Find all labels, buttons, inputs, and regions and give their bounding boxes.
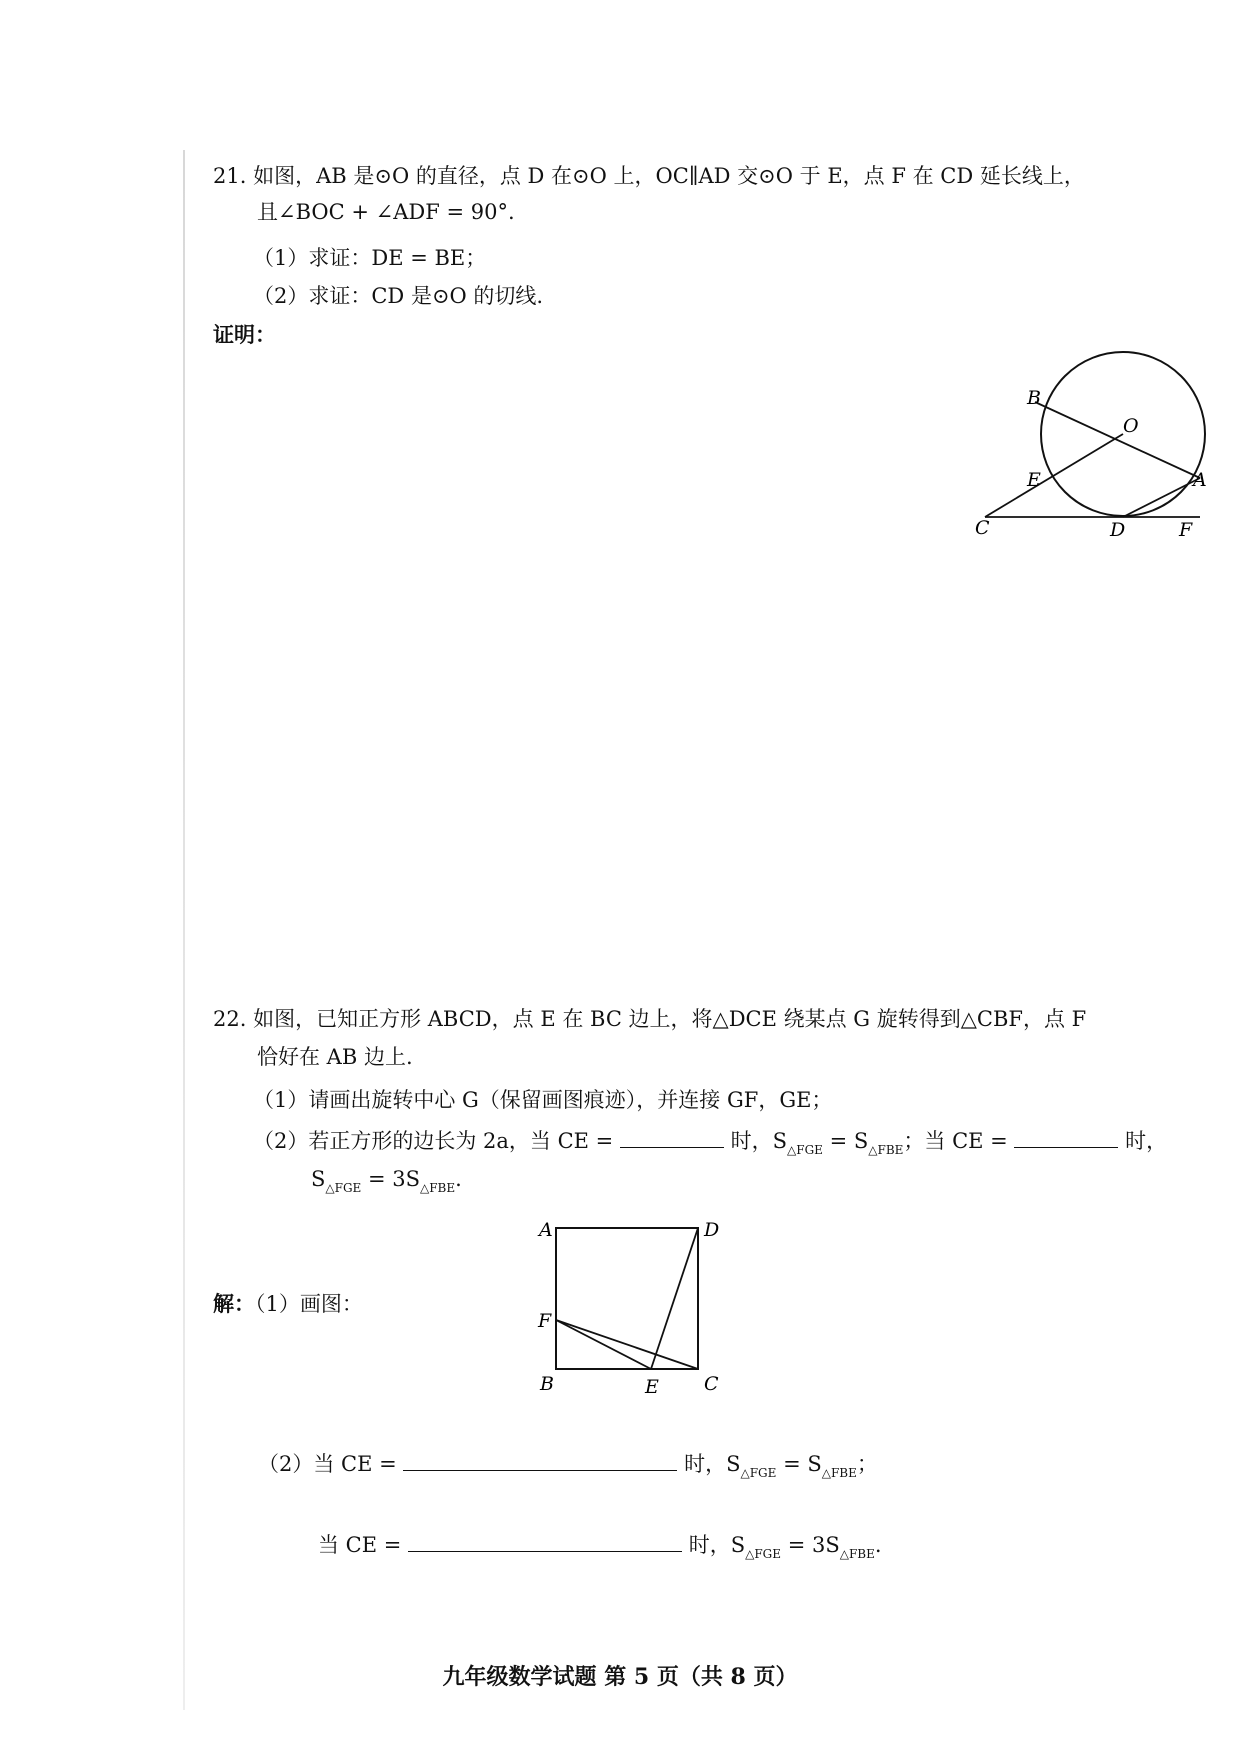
label-c: C <box>704 1373 719 1395</box>
answer-blank-1[interactable] <box>403 1450 677 1471</box>
label-f: F <box>1179 519 1193 541</box>
q22-blank-2[interactable] <box>1014 1127 1118 1148</box>
q22-line2: 恰好在 AB 边上. <box>257 1045 413 1069</box>
q21-line2: 且∠BOC + ∠ADF = 90°. <box>257 200 515 224</box>
label-d: D <box>1110 519 1126 541</box>
label-d: D <box>704 1219 720 1241</box>
q21-part2: （2）求证：CD 是⊙O 的切线. <box>253 284 544 308</box>
q22-answer1: （2）当 CE = 时，$S_{\triangle FGE} = S_{\triangle FBE}$； <box>258 1452 878 1480</box>
segment-fe <box>556 1320 651 1369</box>
label-c: C <box>975 517 990 539</box>
label-a: A <box>539 1219 553 1241</box>
label-e: E <box>1027 469 1041 491</box>
q22-blank-1[interactable] <box>620 1127 724 1148</box>
segment-oc <box>985 434 1123 517</box>
q22-part1: （1）请画出旋转中心 G（保留画图痕迹），并连接 GF，GE； <box>253 1088 833 1112</box>
q22-figure <box>530 1212 740 1402</box>
segment-de <box>651 1228 698 1369</box>
q22-part2: （2）若正方形的边长为 2a，当 CE = 时，$S_{\triangle FGE} = S_{\triangle FBE}$；当 CE = 时， <box>253 1129 1168 1157</box>
q21-figure <box>960 350 1220 550</box>
label-b: B <box>1027 387 1041 409</box>
label-f: F <box>538 1310 552 1332</box>
q21-line1: 21. 如图，AB 是⊙O 的直径，点 D 在⊙O 上，OC∥AD 交⊙O 于 E，点 F 在 CD 延长线上， <box>213 164 1085 188</box>
segment-ad <box>1123 478 1200 517</box>
label-o: O <box>1123 415 1139 437</box>
square-abcd <box>556 1228 698 1369</box>
page-footer: 九年级数学试题 第 5 页（共 8 页） <box>442 1664 798 1690</box>
segment-fc <box>556 1320 698 1369</box>
segment-ba <box>1035 402 1200 478</box>
q22-line1: 22. 如图，已知正方形 ABCD，点 E 在 BC 边上，将△DCE 绕某点 G 旋转得到△CBF，点 F <box>213 1007 1087 1031</box>
label-e: E <box>645 1376 659 1398</box>
scan-edge <box>183 150 185 1710</box>
q22-solution: 解：（1）画图： <box>213 1291 363 1316</box>
q21-part1: （1）求证：DE = BE； <box>253 246 487 270</box>
q22-answer2: 当 CE = 时，$S_{\triangle FGE} = 3S_{\triangle FBE}$. <box>318 1533 882 1561</box>
answer-blank-2[interactable] <box>408 1531 682 1552</box>
q22-part2-line2: $S_{\triangle FGE} = 3S_{\triangle FBE}$. <box>311 1167 462 1195</box>
label-a: A <box>1193 469 1207 491</box>
label-b: B <box>540 1373 554 1395</box>
q21-proof-label: 证明： <box>213 322 276 347</box>
